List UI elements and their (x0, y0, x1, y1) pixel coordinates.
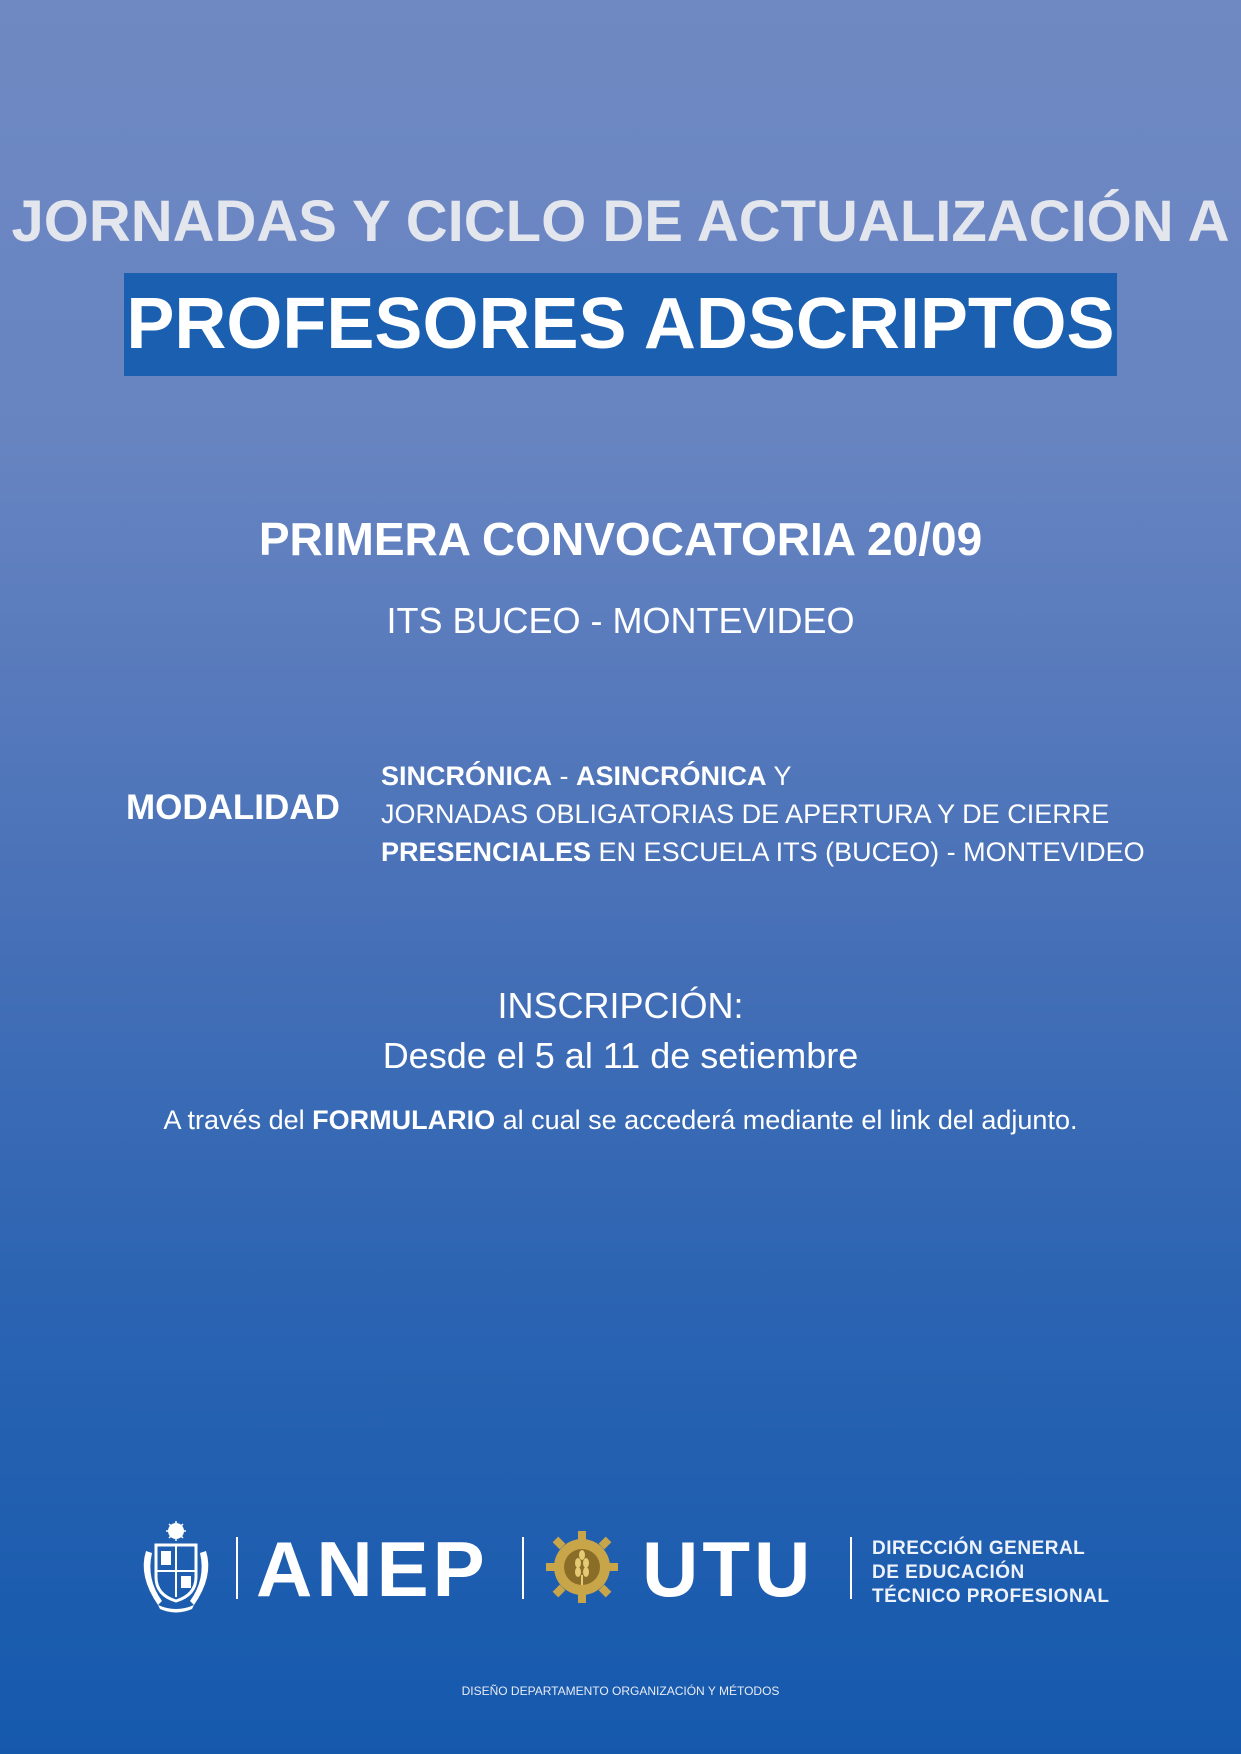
modalidad-label: MODALIDAD (126, 788, 340, 827)
modalidad-description (381, 757, 1145, 871)
title-line-2: PROFESORES ADSCRIPTOS (126, 284, 1115, 364)
via-formulario: FORMULARIO (312, 1105, 496, 1135)
design-credit: DISEÑO DEPARTAMENTO ORGANIZACIÓN Y MÉTODOS (461, 1684, 780, 1698)
logo-separator (850, 1537, 852, 1599)
title-line-1: JORNADAS Y CICLO DE ACTUALIZACIÓN A (11, 189, 1230, 254)
convocatoria-title: PRIMERA CONVOCATORIA 20/09 (258, 513, 983, 565)
convocatoria-location: ITS BUCEO - MONTEVIDEO (386, 600, 855, 641)
modalidad-line-1 (381, 757, 1145, 795)
modalidad-presenciales: PRESENCIALES (381, 837, 592, 867)
modalidad-line-3-rest: EN ESCUELA ITS (BUCEO) - MONTEVIDEO (591, 837, 1145, 867)
inscripcion-via (0, 1105, 1241, 1136)
dgetp-line-1: DIRECCIÓN GENERAL (872, 1538, 1086, 1559)
logo-separator (522, 1537, 524, 1599)
gear-wheat-icon (544, 1529, 620, 1605)
modalidad-line-3 (381, 833, 1145, 871)
coat-of-arms-icon (136, 1521, 216, 1613)
modalidad-y: Y (766, 761, 792, 791)
dgetp-line-3: TÉCNICO PROFESIONAL (872, 1586, 1110, 1607)
inscripcion-title: INSCRIPCIÓN: (497, 985, 744, 1026)
via-prefix: A través del (163, 1105, 313, 1135)
modalidad-sincronica: SINCRÓNICA (381, 761, 553, 791)
modalidad-asincronica: ASINCRÓNICA (576, 761, 767, 791)
anep-logo: ANEP (256, 1525, 489, 1613)
logo-separator (236, 1537, 238, 1599)
dgetp-line-2: DE EDUCACIÓN (872, 1562, 1025, 1583)
dgetp-logo-text (872, 1537, 1110, 1609)
utu-logo: UTU (642, 1525, 815, 1613)
via-suffix: al cual se accederá mediante el link del adjunto. (495, 1105, 1078, 1135)
institution-logos (136, 1515, 1116, 1615)
inscripcion-dates: Desde el 5 al 11 de setiembre (382, 1035, 859, 1076)
modalidad-dash: - (552, 761, 577, 791)
modalidad-line-2: JORNADAS OBLIGATORIAS DE APERTURA Y DE CIERRE (381, 799, 1110, 829)
